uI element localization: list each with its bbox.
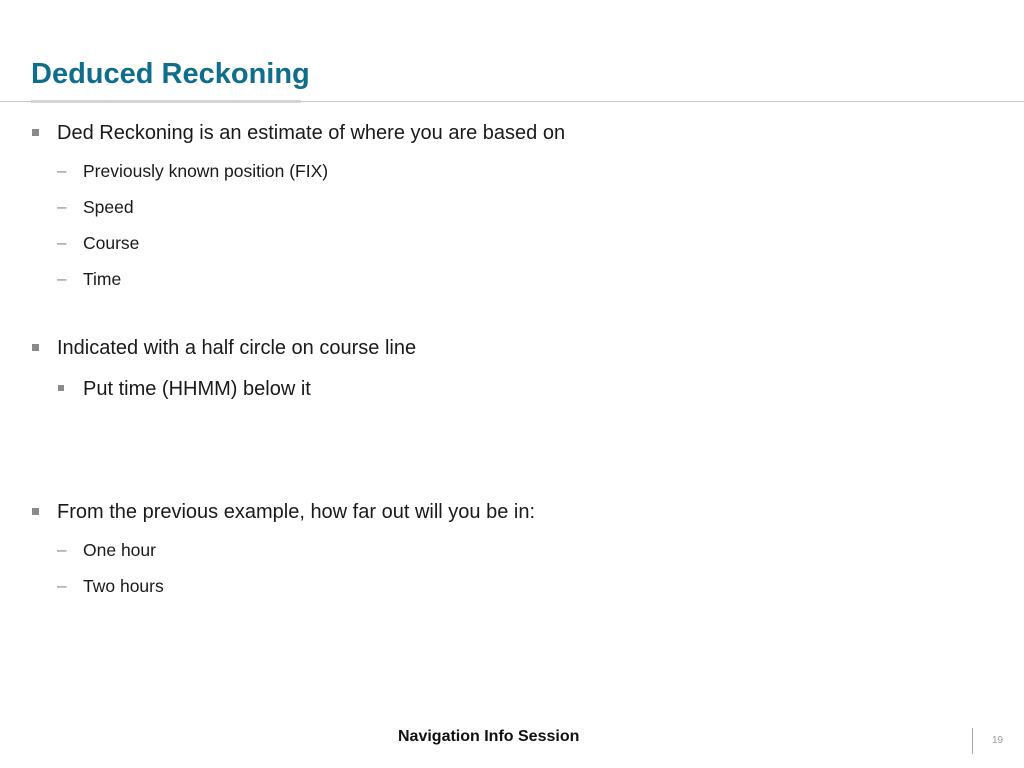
dash-bullet-icon: – [57, 233, 67, 252]
bullet-text: Indicated with a half circle on course line [57, 337, 417, 359]
sub-bullet-text: Two hours [83, 576, 164, 596]
bullet-text: From the previous example, how far out will you be in: [57, 501, 535, 523]
sub-bullet-text: Time [83, 269, 122, 289]
dash-bullet-icon: – [57, 197, 67, 216]
sub-bullet-text: Put time (HHMM) below it [83, 378, 311, 400]
dash-bullet-icon: – [57, 161, 67, 180]
square-bullet-icon [58, 385, 64, 391]
sub-bullet-text: Course [83, 233, 140, 253]
sub-bullet-text: One hour [83, 540, 156, 560]
square-bullet-icon [32, 129, 39, 136]
dash-bullet-icon: – [57, 576, 67, 595]
bullet-text: Ded Reckoning is an estimate of where you are based on [57, 122, 566, 144]
square-bullet-icon [32, 508, 39, 515]
sub-bullet-text: Speed [83, 197, 134, 217]
page-number: 19 [992, 735, 1004, 746]
title-accent-bar [31, 100, 301, 103]
slide-title: Deduced Reckoning [31, 58, 310, 90]
dash-bullet-icon: – [57, 540, 67, 559]
footer-label: Navigation Info Session [398, 728, 580, 745]
footer-divider [972, 728, 973, 754]
square-bullet-icon [32, 344, 39, 351]
dash-bullet-icon: – [57, 269, 67, 288]
sub-bullet-text: Previously known position (FIX) [83, 161, 329, 181]
